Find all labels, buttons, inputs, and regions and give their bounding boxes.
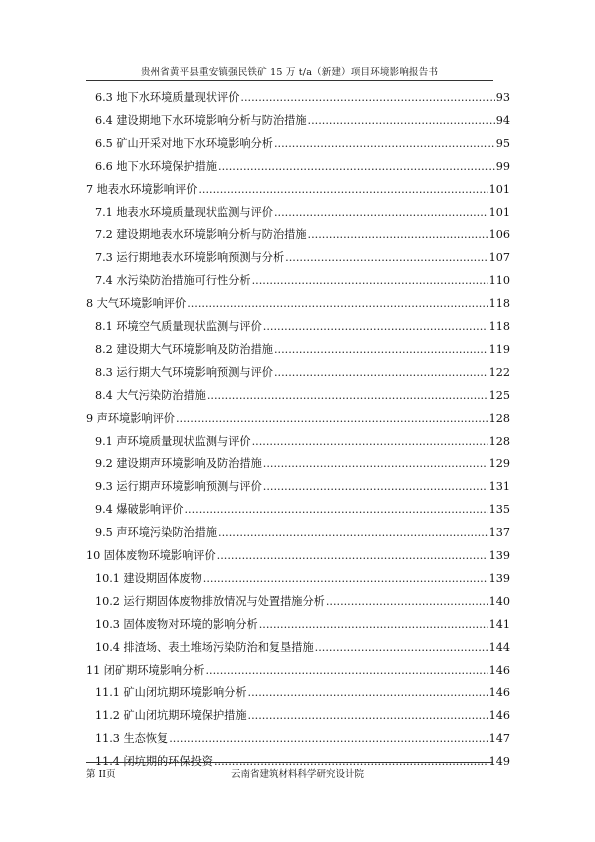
toc-entry-page: 125 — [488, 388, 510, 402]
toc-entry-title: 8.2 建设期大气环境影响及防治措施 — [95, 342, 273, 356]
toc-leader-dots — [263, 480, 488, 494]
toc-entry-title: 8 大气环境影响评价 — [86, 297, 187, 311]
toc-leader-dots — [252, 274, 488, 288]
toc-entry[interactable] — [95, 228, 510, 242]
toc-entry-page: 95 — [495, 136, 510, 150]
toc-leader-dots — [263, 457, 488, 471]
toc-entry-page: 139 — [488, 571, 510, 585]
toc-entry-page: 144 — [488, 640, 510, 654]
toc-entry-title: 10.1 建设期固体废物 — [95, 571, 202, 585]
toc-leader-dots — [274, 366, 488, 380]
toc-entry[interactable] — [95, 709, 510, 723]
toc-entry-page: 140 — [488, 594, 510, 608]
toc-entry-title: 6.6 地下水环境保护措施 — [95, 159, 218, 173]
toc-entry[interactable] — [95, 572, 510, 586]
toc-entry-page: 147 — [488, 732, 510, 746]
toc-leader-dots — [274, 206, 488, 220]
toc-entry-page: 129 — [488, 457, 510, 471]
toc-entry[interactable] — [95, 114, 510, 128]
toc-entry[interactable] — [95, 91, 510, 105]
footer-page-number: 第 II页 — [86, 769, 116, 780]
toc-leader-dots — [248, 686, 488, 700]
toc-entry[interactable] — [86, 297, 510, 311]
toc-entry-page: 122 — [488, 365, 510, 379]
toc-leader-dots — [187, 297, 487, 311]
toc-entry-page: 107 — [488, 251, 510, 265]
toc-entry-page: 101 — [488, 205, 510, 219]
toc-entry-page: 101 — [488, 182, 510, 196]
toc-leader-dots — [248, 709, 488, 723]
toc-entry-page: 149 — [488, 755, 510, 769]
toc-entry-page: 141 — [488, 617, 510, 631]
toc-entry[interactable] — [95, 366, 510, 380]
toc-entry-page: 94 — [495, 113, 510, 127]
toc-entry-page: 137 — [488, 526, 510, 540]
toc-leader-dots — [308, 228, 488, 242]
toc-entry-title: 9.2 建设期声环境影响及防治措施 — [95, 457, 262, 471]
toc-entry-title: 7.3 运行期地表水环境影响预测与分析 — [95, 251, 285, 265]
toc-entry-page: 118 — [488, 297, 510, 311]
toc-entry-title: 6.4 建设期地下水环境影响分析与防治措施 — [95, 113, 307, 127]
toc-entry-title: 11.2 矿山闭坑期环境保护措施 — [95, 709, 247, 723]
toc-leader-dots — [184, 503, 487, 517]
toc-leader-dots — [169, 732, 487, 746]
toc-entry-title: 6.5 矿山开采对地下水环境影响分析 — [95, 136, 273, 150]
toc-entry-title: 10 固体废物环境影响评价 — [86, 549, 216, 562]
toc-entry-page: 131 — [488, 480, 510, 494]
toc-entry[interactable] — [95, 137, 510, 151]
toc-entry[interactable] — [86, 549, 510, 563]
toc-entry-page: 106 — [488, 228, 510, 242]
footer-organization: 云南省建筑材料科学研究设计院 — [230, 769, 364, 780]
toc-entry-page: 128 — [488, 411, 510, 425]
toc-entry-page: 128 — [488, 434, 510, 448]
toc-leader-dots — [308, 114, 495, 128]
toc-entry[interactable] — [95, 526, 510, 540]
toc-leader-dots — [203, 572, 488, 586]
toc-entry-page: 146 — [488, 663, 510, 677]
toc-entry-page: 139 — [488, 549, 510, 562]
toc-entry-title: 8.1 环境空气质量现状监测与评价 — [95, 320, 262, 333]
header-title: 贵州省黄平县重安镇强民铁矿 15 万 t/a（新建）项目环境影响报告书 — [140, 67, 439, 78]
toc-entry[interactable] — [95, 206, 510, 220]
toc-entry-title: 11.1 矿山闭坑期环境影响分析 — [95, 686, 247, 700]
toc-entry-title: 11.4 闭坑期的环保投资 — [95, 755, 213, 769]
toc-entry-title: 6.3 地下水环境质量现状评价 — [95, 91, 240, 104]
toc-entry[interactable] — [95, 457, 510, 471]
toc-leader-dots — [274, 137, 495, 151]
toc-leader-dots — [263, 320, 488, 334]
toc-leader-dots — [315, 641, 488, 655]
toc-entry[interactable] — [95, 686, 510, 700]
toc-leader-dots — [176, 412, 488, 426]
toc-entry-title: 7.2 建设期地表水环境影响分析与防治措施 — [95, 228, 307, 242]
toc-entry-page: 99 — [495, 159, 510, 173]
toc-entry-title: 8.3 运行期大气环境影响预测与评价 — [95, 365, 273, 379]
toc-leader-dots — [218, 160, 495, 174]
toc-entry[interactable] — [95, 343, 510, 357]
toc-entry-page: 110 — [488, 274, 510, 288]
toc-entry-title: 9.4 爆破影响评价 — [95, 503, 184, 517]
toc-entry-title: 11 闭矿期环境影响分析 — [86, 663, 205, 677]
toc-entry[interactable] — [95, 732, 510, 746]
toc-entry[interactable] — [95, 503, 510, 517]
toc-entry-title: 9 声环境影响评价 — [86, 411, 175, 425]
toc-leader-dots — [218, 526, 488, 540]
toc-entry-title: 9.3 运行期声环境影响预测与评价 — [95, 480, 262, 494]
toc-entry-title: 7.4 水污染防治措施可行性分析 — [95, 274, 251, 288]
toc-entry[interactable] — [95, 389, 510, 403]
toc-leader-dots — [259, 618, 488, 632]
toc-leader-dots — [207, 389, 488, 403]
toc-entry-page: 146 — [488, 686, 510, 700]
toc-entry[interactable] — [95, 480, 510, 494]
toc-entry[interactable] — [95, 251, 510, 265]
toc-entry-title: 9.1 声环境质量现状监测与评价 — [95, 434, 251, 448]
toc-entry[interactable] — [95, 641, 510, 655]
toc-leader-dots — [217, 549, 488, 563]
toc-leader-dots — [240, 91, 494, 105]
toc-entry-title: 10.4 排渣场、表土堆场污染防治和复垦措施 — [95, 640, 314, 654]
toc-entry-title: 11.3 生态恢复 — [95, 732, 169, 746]
toc-leader-dots — [285, 251, 487, 265]
toc-entry[interactable] — [86, 183, 510, 197]
toc-leader-dots — [205, 664, 487, 678]
toc-entry[interactable] — [95, 435, 510, 449]
toc-entry-title: 9.5 声环境污染防治措施 — [95, 526, 218, 540]
toc-entry-title: 10.3 固体废物对环境的影响分析 — [95, 617, 258, 631]
toc-entry[interactable] — [86, 412, 510, 426]
toc-entry-page: 146 — [488, 709, 510, 723]
toc-entry[interactable] — [95, 595, 510, 609]
toc-entry[interactable] — [95, 274, 510, 288]
toc-entry-page: 135 — [488, 503, 510, 517]
toc-leader-dots — [252, 435, 488, 449]
toc-entry[interactable] — [95, 618, 510, 632]
toc-entry-title: 10.2 运行期固体废物排放情况与处置措施分析 — [95, 594, 325, 608]
toc-entry[interactable] — [95, 160, 510, 174]
toc-entry-title: 7.1 地表水环境质量现状监测与评价 — [95, 205, 273, 219]
toc-entry-page: 118 — [488, 320, 510, 333]
toc-leader-dots — [274, 343, 488, 357]
toc-leader-dots — [198, 183, 487, 197]
toc-leader-dots — [326, 595, 488, 609]
header-rule — [86, 80, 493, 81]
toc-entry-page: 119 — [488, 342, 510, 356]
toc-entry[interactable] — [95, 320, 510, 334]
toc-entry-title: 7 地表水环境影响评价 — [86, 182, 198, 196]
toc-entry-title: 8.4 大气污染防治措施 — [95, 388, 206, 402]
footer-rule — [86, 762, 493, 763]
toc-entry[interactable] — [86, 664, 510, 678]
toc-entry-page: 93 — [495, 91, 510, 104]
